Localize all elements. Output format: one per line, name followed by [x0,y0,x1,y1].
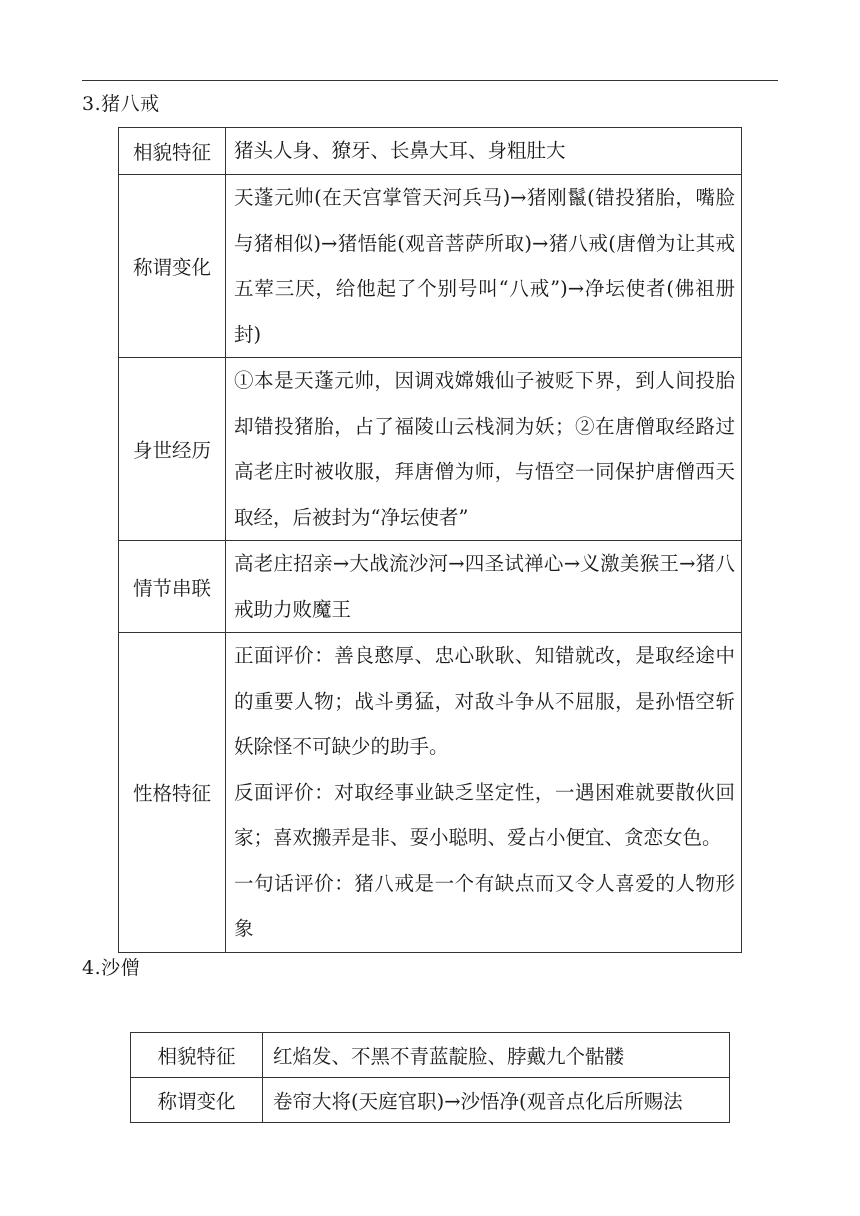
row-value-personality [226,633,742,953]
row-label-names: 称谓变化 [119,175,226,358]
paragraph: 高老庄招亲→大战流沙河→四圣试禅心→义激美猴王→猪八戒助力败魔王 [234,552,735,621]
table-row [119,541,742,633]
table-row [119,128,742,175]
section-4-heading: 4.沙僧 [82,957,141,979]
row-label-personality: 性格特征 [119,633,226,953]
paragraph: 猪头人身、獠牙、长鼻大耳、身粗肚大 [234,139,566,163]
table-row [119,633,742,953]
row-value-background [226,358,742,541]
paragraph-summary: 一句话评价：猪八戒是一个有缺点而又令人喜爱的人物形象 [234,871,735,940]
row-label-appearance: 相貌特征 [131,1033,263,1078]
header-rule [82,80,778,81]
table-row [131,1033,730,1078]
table-row [119,358,742,541]
paragraph: 天蓬元帅(在天宫掌管天河兵马)→猪刚鬣(错投猪胎，嘴脸与猪相似)→猪悟能(观音菩萨所取)→猪八戒(唐僧为让其戒五荤三厌，给他起了个别号叫“八戒”)→净坛使者(佛祖册封) [234,186,735,346]
paragraph-positive: 正面评价：善良憨厚、忠心耿耿、知错就改，是取经途中的重要人物；战斗勇猛，对敌斗争从不屈服，是孙悟空斩妖除怪不可缺少的助手。 [234,644,735,758]
sha-seng-table [130,1032,730,1123]
row-value-plot [226,541,742,633]
row-label-names: 称谓变化 [131,1078,263,1123]
row-value-appearance: 红焰发、不黑不青蓝靛脸、脖戴九个骷髅 [263,1033,730,1078]
row-value-names [226,175,742,358]
paragraph: ①本是天蓬元帅，因调戏嫦娥仙子被贬下界，到人间投胎却错投猪胎，占了福陵山云栈洞为妖；②在唐僧取经路过高老庄时被收服，拜唐僧为师，与悟空一同保护唐僧西天取经，后被封为“净坛使者” [234,369,735,529]
table-row [119,175,742,358]
table-row [131,1078,730,1123]
row-value-appearance [226,128,742,175]
paragraph-negative: 反面评价：对取经事业缺乏坚定性，一遇困难就要散伙回家；喜欢搬弄是非、耍小聪明、爱占小便宜、贪恋女色。 [234,780,735,849]
row-label-plot: 情节串联 [119,541,226,633]
zhu-bajie-table [118,127,742,953]
row-label-background: 身世经历 [119,358,226,541]
row-value-names: 卷帘大将(天庭官职)→沙悟净(观音点化后所赐法 [263,1078,730,1123]
section-3-heading: 3.猪八戒 [82,93,160,115]
row-label-appearance: 相貌特征 [119,128,226,175]
